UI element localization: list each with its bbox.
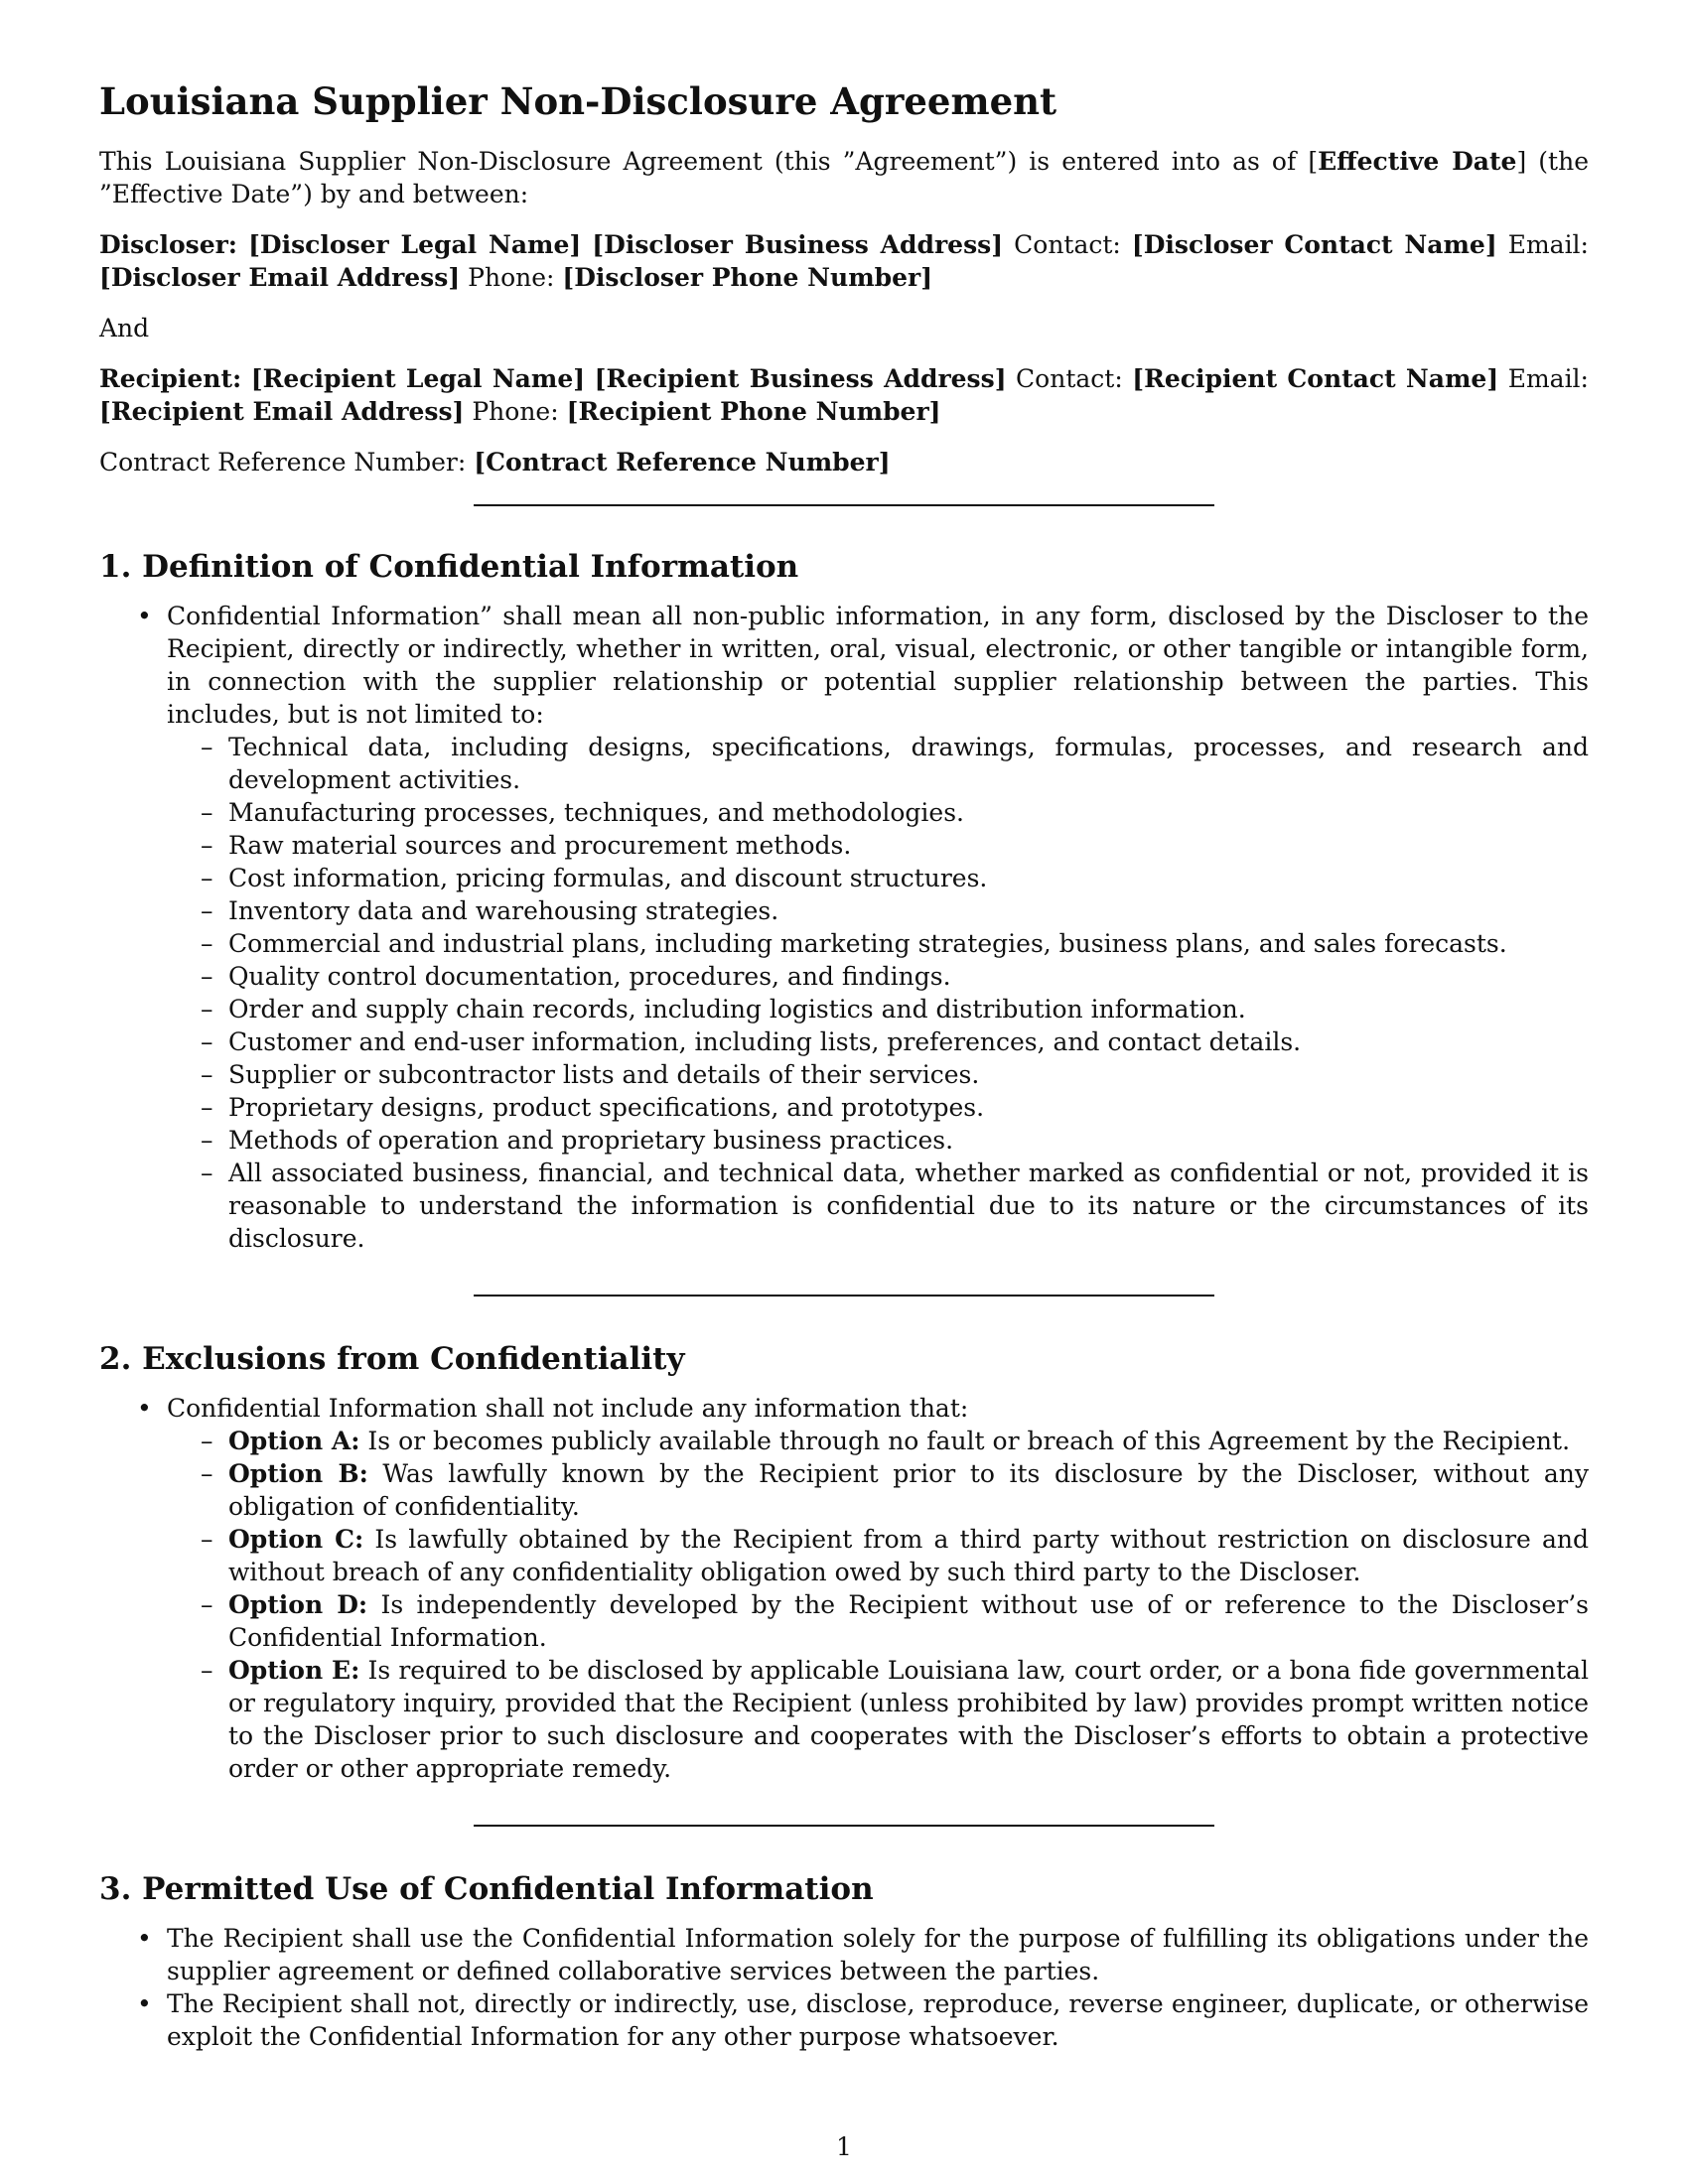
list-item: • Confidential Information” shall mean all non-public information, in any form, disclosed by the Discloser to the Recipient, directly or indirectly, whether in written, oral, visual, electronic, or other tangible or intangible form, in connection with the supplier relationship or potential supplier relationship between the parties. This includes, but is not limited to: – Technical data, including designs, specifications, drawings, formulas, processes, and research and development activities. – Manufacturing processes, techniques, and methodologies. – Raw material sources and procurement methods. – Cost information, pricing formulas, and discount structures. – Inventory data and warehousing strategies. – Commercial and industrial plans, including marketing strategies, business plans, and sales forecasts. – Quality control documentation, procedures, and findings. – Order and supply chain records, including logistics and distribution information. – Customer and end-user information, including lists, preferences, and contact details. – Supplier or subcontractor lists and details of their services. – Proprietary designs, product specifications, and prototypes. – Methods of operation and proprietary business practices. – All associated business, financial, and technical data, whether marked as confidential or not, provided it is reasonable to understand the information is confidential due to its nature or the circumstances of its disclosure. <box>99 600 1589 1255</box>
section-2-options <box>167 1425 1589 1785</box>
list-item: – Methods of operation and proprietary business practices. <box>167 1124 1589 1157</box>
list-item: – Cost information, pricing formulas, and discount structures. <box>167 862 1589 894</box>
option-label: Option A: <box>228 1427 360 1455</box>
section-2-list <box>99 1392 1589 1785</box>
option-text: Is independently developed by the Recipient without use of or reference to the Discloser’s Confidential Information. <box>228 1590 1590 1652</box>
section-3-heading: 3. Permitted Use of Confidential Information <box>99 1871 874 1907</box>
list-item: • Confidential Information shall not include any information that: – Option A: Is or becomes publicly available through no fault or breach of this Agreement by the Recipient. – Option B: Was lawfully known by the Recipient prior to its disclosure by the Discloser, without any obligation of confidentiality. – Option C: Is lawfully obtained by the Recipient from a third party without restriction on disclosure and without breach of any confidentiality obligation owed by such third party to the Discloser. – Option D: Is independently developed by the Recipient without use of or reference to the Discloser’s Confidential Information. – Option E: Is required to be disclosed by applicable Louisiana law, court order, or a bona fide governmental or regulatory inquiry, provided that the Recipient (unless prohibited by law) provides prompt written notice to the Discloser prior to such disclosure and cooperates with the Discloser’s efforts to obtain a protective order or other appropriate remedy. <box>99 1392 1589 1785</box>
section-1-list <box>99 600 1589 1255</box>
list-item: – Raw material sources and procurement methods. <box>167 829 1589 862</box>
list-item: – Commercial and industrial plans, including marketing strategies, business plans, and sales forecasts. <box>167 927 1589 960</box>
list-item: – All associated business, financial, and technical data, whether marked as confidential or not, provided it is reasonable to understand the information is confidential due to its nature or the circumstances of its disclosure. <box>167 1157 1589 1255</box>
discloser-block: Discloser: [Discloser Legal Name] [Discloser Business Address] Contact: [Discloser Contact Name] Email: [Discloser Email Address] Phone: [Discloser Phone Number] <box>99 230 1589 292</box>
list-item: – Customer and end-user information, including lists, preferences, and contact details. <box>167 1025 1589 1058</box>
exclusion-option <box>167 1457 1589 1523</box>
and-text: And <box>99 314 150 342</box>
list-item: – Technical data, including designs, specifications, drawings, formulas, processes, and research and development activities. <box>167 731 1589 796</box>
page-number: 1 <box>836 2132 852 2161</box>
section-divider <box>474 1295 1214 1297</box>
option-text: Was lawfully known by the Recipient prior to its disclosure by the Discloser, without any obligation of confidentiality. <box>228 1459 1589 1521</box>
section-1-sublist <box>167 731 1589 1255</box>
option-text: Is lawfully obtained by the Recipient from a third party without restriction on disclosure and without breach of any confidentiality obligation owed by such third party to the Discloser. <box>228 1525 1590 1586</box>
option-label: Option D: <box>228 1590 368 1619</box>
exclusion-option <box>167 1654 1589 1785</box>
list-item: – Manufacturing processes, techniques, and methodologies. <box>167 796 1589 829</box>
document-title: Louisiana Supplier Non-Disclosure Agreement <box>99 79 1057 123</box>
list-item: • The Recipient shall not, directly or indirectly, use, disclose, reproduce, reverse engineer, duplicate, or otherwise exploit the Confidential Information for any other purpose whatsoever. <box>99 1987 1589 2053</box>
option-label: Option E: <box>228 1656 360 1685</box>
contract-reference: Contract Reference Number: [Contract Reference Number] <box>99 448 891 477</box>
option-label: Option B: <box>228 1459 368 1488</box>
document-body <box>99 79 1589 2053</box>
section-2-heading: 2. Exclusions from Confidentiality <box>99 1341 685 1377</box>
option-text: Is required to be disclosed by applicable Louisiana law, court order, or a bona fide governmental or regulatory inquiry, provided that the Recipient (unless prohibited by law) provides prompt written notice to the Discloser prior to such disclosure and cooperates with the Discloser’s efforts to obtain a protective order or other appropriate remedy. <box>228 1656 1589 1783</box>
effective-date-placeholder: Effective Date <box>1318 147 1517 176</box>
section-divider <box>474 1825 1214 1827</box>
exclusion-option <box>167 1425 1589 1457</box>
section-3-list <box>99 1922 1589 2053</box>
recipient-block: Recipient: [Recipient Legal Name] [Recipient Business Address] Contact: [Recipient Contact Name] Email: [Recipient Email Address] Phone: [Recipient Phone Number] <box>99 364 1589 426</box>
section-1-heading: 1. Definition of Confidential Information <box>99 549 799 585</box>
option-label: Option C: <box>228 1525 364 1554</box>
intro-paragraph: This Louisiana Supplier Non-Disclosure Agreement (this ”Agreement”) is entered into as of [Effective Date] (the ”Effective Date”) by and between: <box>99 147 1589 208</box>
list-item: • The Recipient shall use the Confidential Information solely for the purpose of fulfilling its obligations under the supplier agreement or defined collaborative services between the parties. <box>99 1922 1589 1987</box>
option-text: Is or becomes publicly available through no fault or breach of this Agreement by the Recipient. <box>359 1427 1571 1455</box>
list-item: – Quality control documentation, procedures, and findings. <box>167 960 1589 993</box>
list-item: – Supplier or subcontractor lists and details of their services. <box>167 1058 1589 1091</box>
section-divider <box>474 504 1214 506</box>
list-item: – Order and supply chain records, including logistics and distribution information. <box>167 993 1589 1025</box>
list-item: – Inventory data and warehousing strategies. <box>167 894 1589 927</box>
exclusion-option <box>167 1523 1589 1588</box>
list-item: – Proprietary designs, product specifications, and prototypes. <box>167 1091 1589 1124</box>
exclusion-option <box>167 1588 1589 1654</box>
